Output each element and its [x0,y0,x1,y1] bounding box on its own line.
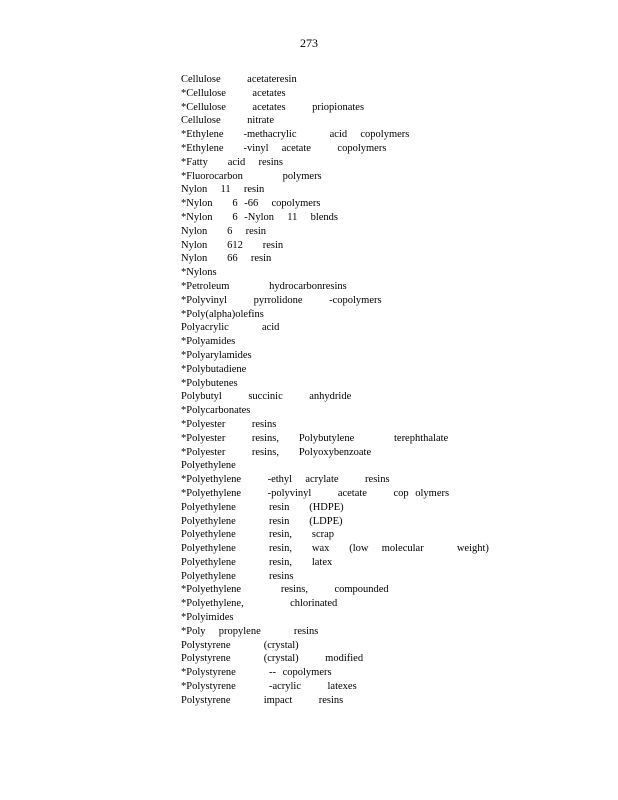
list-item: Polyethylene [181,460,236,472]
list-item: *Nylon 6 -Nylon 11 blends [181,211,339,223]
list-item: *Polyester resins [181,418,277,430]
list-item: *Polyamides [181,336,236,348]
list-item: *Poly(alpha)olefins [181,308,264,320]
list-item: *Polybutadiene [181,363,247,375]
product-list [181,73,489,708]
list-item: *Fluorocarbon polymers [181,170,322,182]
list-item: *Polystyrene -- copolymers [181,667,332,679]
list-item: *Poly propylene resins [181,625,319,637]
list-item: *Cellulose acetates [181,87,286,99]
list-item: Cellulose acetateresin [181,74,297,85]
list-item: *Polyethylene -polyvinyl acetate cop olymers [181,487,450,499]
list-item: Nylon 11 resin [181,184,265,196]
list-item: *Fatty acid resins [181,156,283,168]
list-item: *Polybutenes [181,377,238,389]
list-item: *Polyethylene, chlorinated [181,598,338,610]
list-item: Nylon 612 resin [181,239,284,251]
list-item: Polyethylene resin, wax (low molecular weight) [181,543,489,555]
list-item: Polystyrene (crystal) [181,639,299,651]
list-item: *Polyvinyl pyrrolidone -copolymers [181,294,382,306]
list-item: Polystyrene (crystal) modified [181,653,364,665]
list-item: *Ethylene -vinyl acetate copolymers [181,142,387,154]
list-item: *Polyester resins, Polybutylene terephthalate [181,432,449,444]
list-item: *Polycarbonates [181,405,251,417]
list-item: Polystyrene impact resins [181,694,344,706]
list-item: Polyethylene resin (LDPE) [181,515,343,527]
list-item: *Polyethylene -ethyl acrylate resins [181,474,390,486]
list-item: Polyethylene resin (HDPE) [181,501,344,513]
list-item: *Petroleum hydrocarbonresins [181,280,347,292]
list-item: Polyacrylic acid [181,322,280,334]
list-item: Cellulose nitrate [181,115,274,127]
list-item: *Polystyrene -acrylic latexes [181,681,357,693]
list-item: Polyethylene resin, latex [181,556,333,568]
page-number: 273 [300,36,318,50]
list-item: Nylon 66 resin [181,253,272,265]
list-item: *Nylons [181,267,217,279]
list-item: *Polyester resins, Polyoxybenzoate [181,446,372,458]
list-item: Nylon 6 resin [181,225,267,237]
list-item: *Polyarylamides [181,349,252,361]
list-item: *Nylon 6 -66 copolymers [181,198,321,210]
list-item: Polybutyl succinic anhydride [181,391,352,403]
list-item: *Cellulose acetates priopionates [181,101,365,113]
list-item: Polyethylene resins [181,570,294,582]
list-item: *Polyethylene resins, compounded [181,584,389,596]
list-item: Polyethylene resin, scrap [181,529,335,541]
list-item: *Polyimides [181,612,234,624]
list-item: *Ethylene -methacrylic acid copolymers [181,129,410,141]
